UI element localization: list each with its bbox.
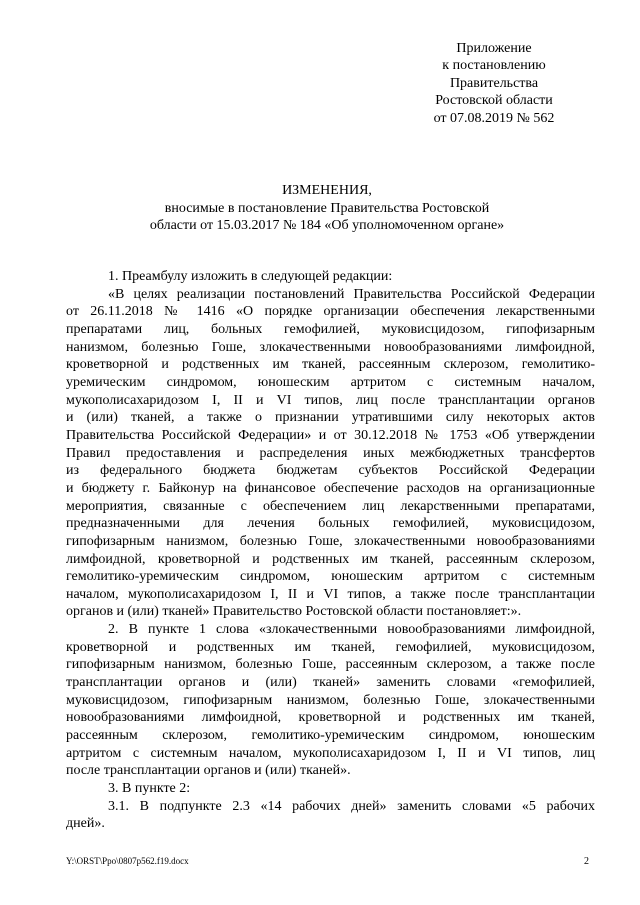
text-line: Правил предоставления и распределения иных межбюджетных трансфертов — [66, 445, 595, 461]
text-line: новообразованиями лимфоидной, кроветворной и родственных им тканей, — [66, 710, 595, 726]
text-line: уремическим синдромом, юношеским артритом с системным началом, — [66, 374, 595, 390]
text-line: препаратами лиц, больных гемофилией, муковисцидозом, гипофизарным — [66, 321, 595, 337]
text-line: 3.1. В подпункте 2.3 «14 рабочих дней» заменить словами «5 рабочих — [108, 798, 595, 814]
text-line: после трансплантации органов и (или) тканей». — [66, 763, 351, 779]
approval-block — [410, 40, 578, 127]
title-line: вносимые в постановление Правительства Ростовской — [164, 200, 490, 216]
footer-file-path: Y:\ORST\Ppo\0807p562.f19.docx — [66, 856, 189, 866]
text-line: органов и (или) тканей» Правительство Ростовской области постановляет:». — [66, 604, 522, 620]
text-line: 1. Преамбулу изложить в следующей редакции: — [108, 269, 393, 284]
paragraph-preamble-instruction — [66, 268, 595, 286]
text-line: артритом с системным началом, мукополисахаридозом I, II и VI типов, лиц — [66, 745, 595, 761]
approval-line: Правительства — [449, 75, 539, 91]
text-line: гемолитико-уремическим синдромом, юношеским артритом с системным — [66, 569, 595, 585]
text-line: от 26.11.2018 № 1416 «О порядке организации обеспечения лекарственными — [66, 304, 595, 320]
text-line: мероприятия, связанные с обеспечением лиц лекарственными препаратами, — [66, 498, 595, 514]
text-line: муковисцидозом, гипофизарным нанизмом, болезнью Гоше, злокачественными — [66, 692, 595, 708]
text-line: кроветворной и родственных им тканей, рассеянным склерозом, гемолитико- — [66, 357, 595, 373]
approval-line: Приложение — [456, 41, 532, 56]
text-line: мукополисахаридозом I, II и VI типов, лиц после трансплантации органов — [66, 392, 595, 408]
approval-line: к постановлению — [442, 58, 546, 74]
title-line: области от 15.03.2017 № 184 «Об уполномоченном органе» — [149, 218, 505, 234]
text-line: «В целях реализации постановлений Правительства Российской Федерации — [108, 286, 595, 302]
text-line: Правительства Российской Федерации» и от 30.12.2018 № 1753 «Об утверждении — [66, 427, 595, 443]
document-body — [66, 268, 595, 833]
text-line: гипофизарным нанизмом, болезнью Гоше, рассеянным склерозом, а также после — [66, 657, 595, 673]
text-line: предназначенными для лечения больных гемофилией, муковисцидозом, — [66, 516, 595, 532]
text-line: 2. В пункте 1 слова «злокачественными новообразованиями лимфоидной, — [108, 622, 595, 638]
paragraph-item-3-1 — [66, 798, 595, 833]
title-heading: ИЗМЕНЕНИЯ, — [282, 183, 372, 198]
text-line: нанизмом, болезнью Гоше, злокачественными новообразованиями лимфоидной, — [66, 339, 595, 355]
text-line: 3. В пункте 2: — [108, 781, 191, 797]
approval-line: Ростовской области — [435, 93, 553, 109]
text-line: кроветворной и родственных им тканей, гемофилией, муковисцидозом, — [66, 639, 595, 655]
text-line: из федерального бюджета бюджетам субъектов Российской Федерации — [66, 463, 595, 479]
text-line: лимфоидной, кроветворной и родственных им тканей, рассеянным склерозом, — [66, 551, 595, 567]
document-title — [60, 182, 594, 235]
approval-line: от 07.08.2019 № 562 — [433, 110, 555, 126]
paragraph-item-3 — [66, 780, 595, 798]
text-line: трансплантации органов и (или) тканей» заменить словами «гемофилией, — [66, 675, 595, 691]
text-line: гипофизарным нанизмом, болезнью Гоше, злокачественными новообразованиями — [66, 533, 595, 549]
text-line: началом, мукополисахаридозом I, II и VI типов, а также после трансплантации — [66, 586, 595, 602]
text-line: дней». — [66, 816, 105, 832]
text-line: и бюджету г. Байконур на финансовое обеспечение расходов на организационные — [66, 480, 595, 496]
paragraph-preamble-text — [66, 286, 595, 621]
page-number: 2 — [584, 856, 589, 867]
text-line: и (или) тканей, а также о признании утратившими силу некоторых актов — [66, 410, 595, 426]
paragraph-item-2 — [66, 621, 595, 780]
text-line: рассеянным склерозом, гемолитико-уремическим синдромом, юношеским — [66, 728, 595, 744]
